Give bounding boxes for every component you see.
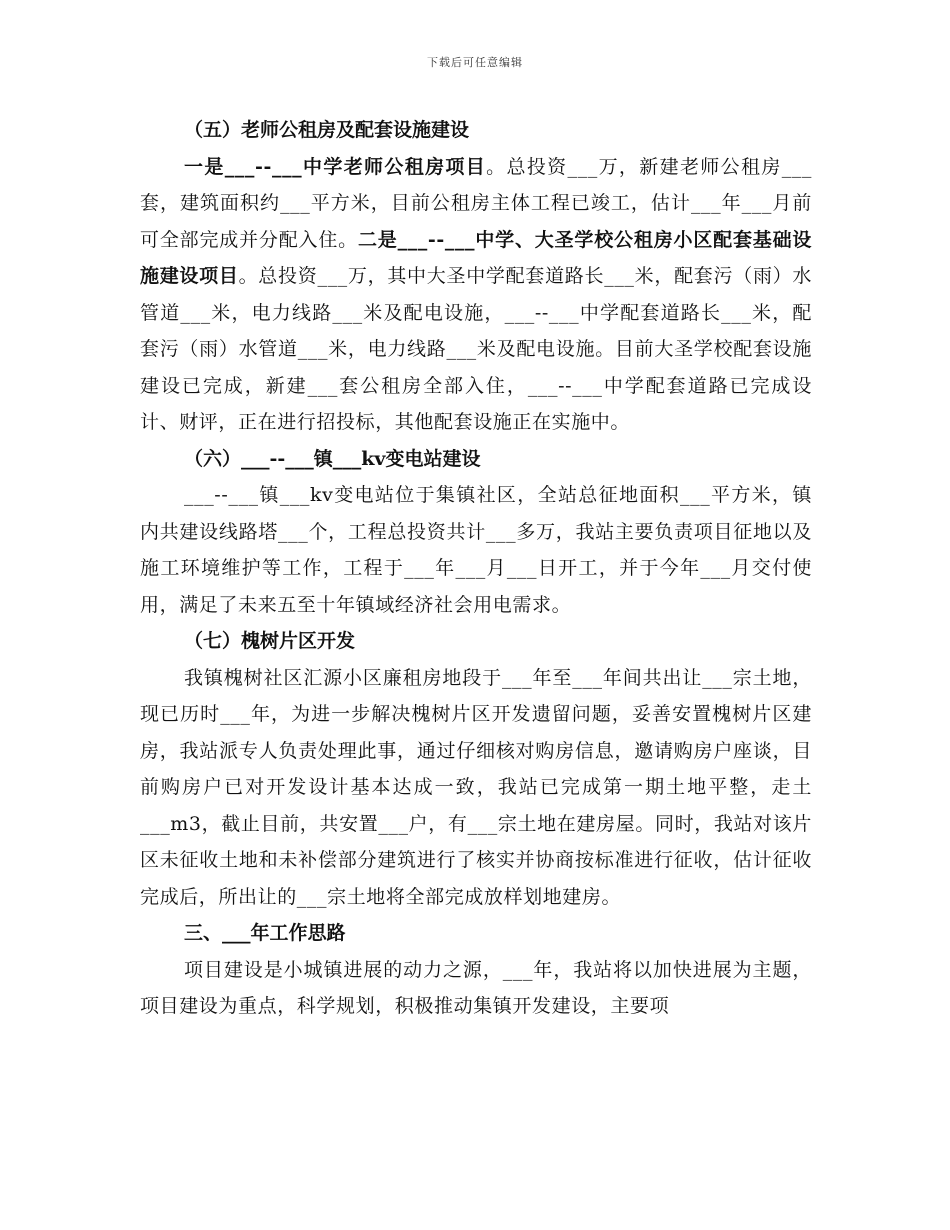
section-heading-5: （五）老师公租房及配套设施建设 (184, 119, 470, 141)
page-header-note: 下载后可任意编辑 (427, 56, 523, 69)
section-3-paragraph: 项目建设是小城镇进展的动力之源，___年，我站将以加快进展为主题，项目建设为重点，科学规划，积极推动集镇开发建设，主要项 (140, 958, 812, 1017)
document-body (140, 112, 812, 1025)
project-2-title: 二是___--___中学、大圣学校公租房小区配套基础设施建设项目 (140, 228, 812, 287)
project-2-text: 。总投资___万，其中大圣中学配套道路长___米，配套污（雨）水管道___米，电力线路___米及配电设施，___--___中学配套道路长___米，配套污（雨）水管道___米，电力线路___米及配电设施。目前大圣学校配套设施建设已完成，新建___套公租房全部入住，___--___中学配套道路已完成设计、财评，正在进行招投标，其他配套设施正在实施中。 (140, 265, 812, 433)
section-heading-7: （七）槐树片区开发 (184, 630, 356, 652)
section-7-paragraph: 我镇槐树社区汇源小区廉租房地段于___年至___年间共出让___宗土地，现已历时___年，为进一步解决槐树片区开发遗留问题，妥善安置槐树片区建房，我站派专人负责处理此事，通过仔细核对购房信息，邀请购房户座谈，目前购房户已对开发设计基本达成一致，我站已完成第一期土地平整，走土___m3，截止目前，共安置___户，有___宗土地在建房屋。同时，我站对该片区未征收土地和未补偿部分建筑进行了核实并协商按标准进行征收，估计征收完成后，所出让的___宗土地将全部完成放样划地建房。 (140, 666, 812, 908)
section-heading-6: （六）___--___镇___kv变电站建设 (184, 447, 481, 470)
section-heading-3: 三、___年工作思路 (184, 922, 346, 944)
section-6-paragraph: ___--___镇___kv变电站位于集镇社区，全站总征地面积___平方米，镇内共建设线路塔___个，工程总投资共计___多万，我站主要负责项目征地以及施工环境维护等工作，工程于___年___月___日开工，并于今年___月交付使用，满足了未来五至十年镇域经济社会用电需求。 (140, 484, 812, 616)
section-5-paragraph (140, 149, 812, 441)
project-1-title: 一是___--___中学老师公租房项目 (184, 155, 487, 178)
project-1-text: 。总投资___万，新建老师公租房___套，建筑面积约___平方米，目前公租房主体工程已竣工，估计___年___月前可全部完成并分配入住。 (140, 155, 812, 251)
